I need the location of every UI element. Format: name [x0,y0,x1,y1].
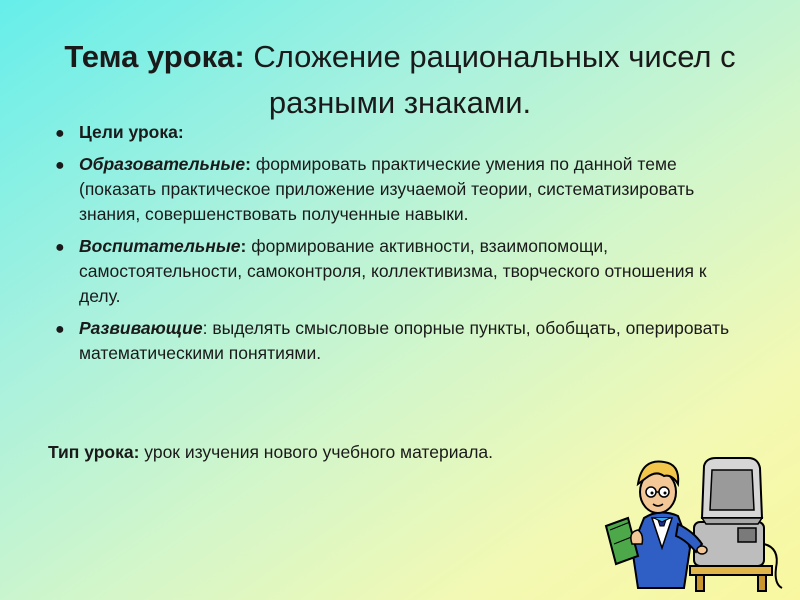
slide-title [40,34,760,126]
goals-heading: Цели урока: [79,122,184,142]
lesson-type-label: Тип урока: [48,442,140,462]
goal-text: формировать практические умения по данной теме (показать практическое приложение изучаемой теории, систематизировать знания, совершенствовать полученные навыки. [79,154,695,224]
bullet-icon: ● [55,321,65,338]
title-text: Сложение рациональных чисел с разными знаками. [244,39,736,120]
goal-term: Развивающие [79,318,203,338]
goal-educational-item [52,152,742,227]
bullet-icon: ● [55,125,65,142]
goal-text: : выделять смысловые опорные пункты, обобщать, оперировать математическими понятиями. [79,318,730,363]
title-label: Тема урока: [64,39,245,74]
goal-developing-item [52,316,742,366]
goal-term-colon: : [245,154,251,174]
lesson-type [48,440,493,465]
goal-term: Образовательные [79,154,246,174]
teacher-with-computer-icon [598,448,788,593]
goal-upbringing-item [52,234,742,309]
goal-text: формирование активности, взаимопомощи, самостоятельности, самоконтроля, коллективизма, творческого отношения к делу. [79,236,707,306]
goals-heading-item [52,120,742,145]
goal-term-colon: : [240,236,247,256]
lesson-type-text: урок изучения нового учебного материала. [139,442,494,462]
bullet-icon: ● [55,157,65,174]
lesson-goals-list [52,120,742,373]
bullet-icon: ● [55,239,65,256]
goal-term: Воспитательные [79,236,241,256]
